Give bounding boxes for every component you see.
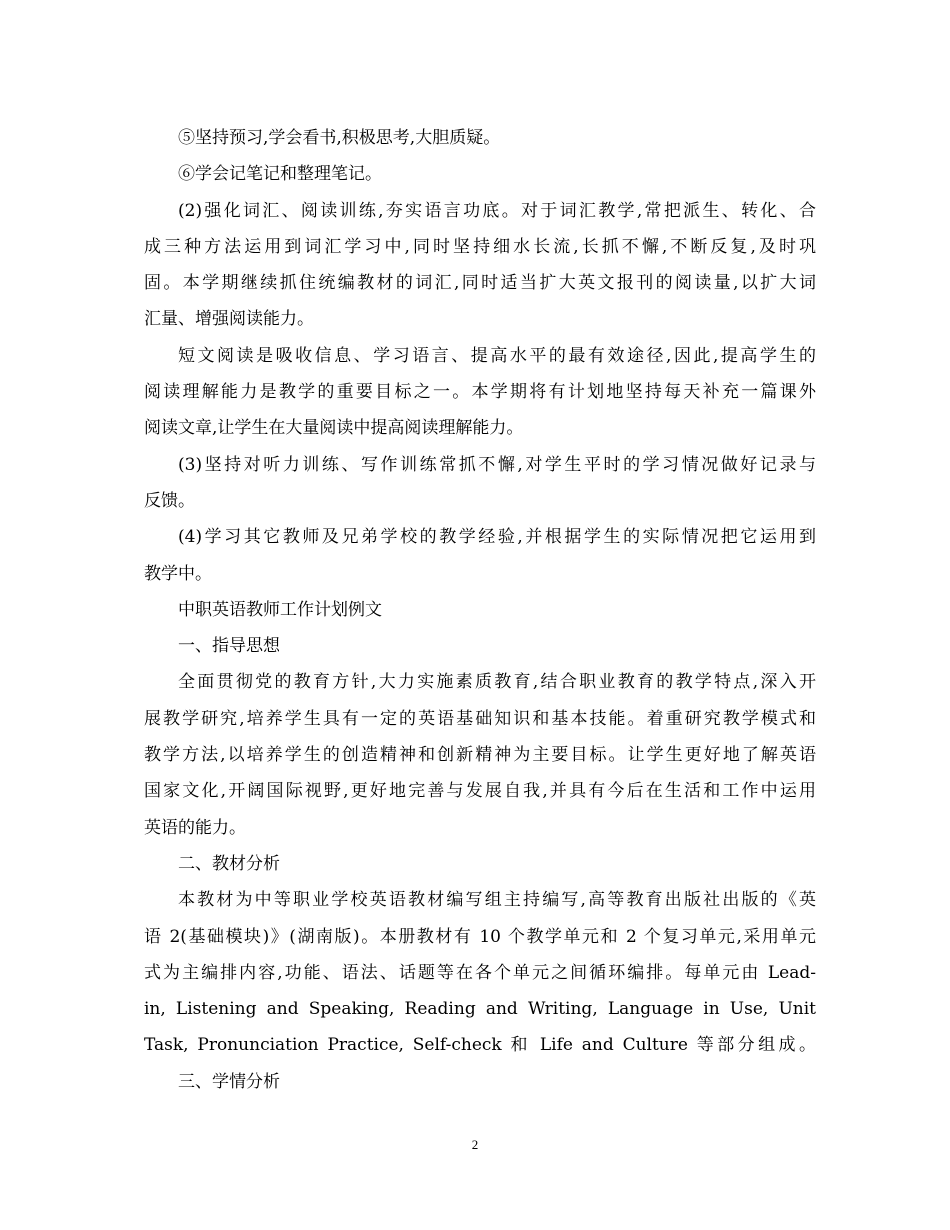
text-line: 二、教材分析 [178,853,280,874]
text-line: (2)强化词汇、阅读训练,夯实语言功底。对于词汇教学,常把派生、转化、合 [178,200,816,221]
text-line: 教学方法,以培养学生的创造精神和创新精神为主要目标。让学生更好地了解英语 [144,745,816,766]
text-line: (4)学习其它教师及兄弟学校的教学经验,并根据学生的实际情况把它运用到 [178,527,816,548]
text-line: 国家文化,开阔国际视野,更好地完善与发展自我,并具有今后在生活和工作中运用 [144,781,816,802]
text-line: 固。本学期继续抓住统编教材的词汇,同时适当扩大英文报刊的阅读量,以扩大词 [144,273,816,294]
text-line: 教学中。 [144,563,212,584]
text-line: 一、指导思想 [178,636,280,657]
text-line: 成三种方法运用到词汇学习中,同时坚持细水长流,长抓不懈,不断反复,及时巩 [144,236,816,257]
text-line: Task, Pronunciation Practice, Self-check 和 Life and Culture 等部分组成。 [144,1035,816,1056]
text-line: 全面贯彻党的教育方针,大力实施素质教育,结合职业教育的教学特点,深入开 [178,672,816,693]
text-line: 反馈。 [144,490,195,511]
text-line: 阅读文章,让学生在大量阅读中提高阅读理解能力。 [144,418,524,439]
text-line: 汇量、增强阅读能力。 [144,309,314,330]
text-line: 语 2(基础模块)》(湖南版)。本册教材有 10 个教学单元和 2 个复习单元,采用单元 [144,926,816,947]
text-line: 英语的能力。 [144,817,246,838]
page-number: 2 [471,1137,479,1152]
text-line: 短文阅读是吸收信息、学习语言、提高水平的最有效途径,因此,提高学生的 [178,345,816,366]
text-line: ⑤坚持预习,学会看书,积极思考,大胆质疑。 [178,128,501,148]
text-line: 展教学研究,培养学生具有一定的英语基础知识和基本技能。着重研究教学模式和 [144,708,816,729]
text-line: (3)坚持对听力训练、写作训练常抓不懈,对学生平时的学习情况做好记录与 [178,454,816,475]
document-body [144,128,816,1108]
text-line: in, Listening and Speaking, Reading and Writing, Language in Use, Unit [144,999,816,1020]
text-line: 三、学情分析 [178,1071,280,1092]
text-line: 本教材为中等职业学校英语教材编写组主持编写,高等教育出版社出版的《英 [178,890,816,911]
text-line: 式为主编排内容,功能、语法、话题等在各个单元之间循环编排。每单元由 Lead- [144,962,816,983]
text-line: 中职英语教师工作计划例文 [178,599,382,620]
text-line: 阅读理解能力是教学的重要目标之一。本学期将有计划地坚持每天补充一篇课外 [144,382,816,403]
text-line: ⑥学会记笔记和整理笔记。 [178,164,382,185]
